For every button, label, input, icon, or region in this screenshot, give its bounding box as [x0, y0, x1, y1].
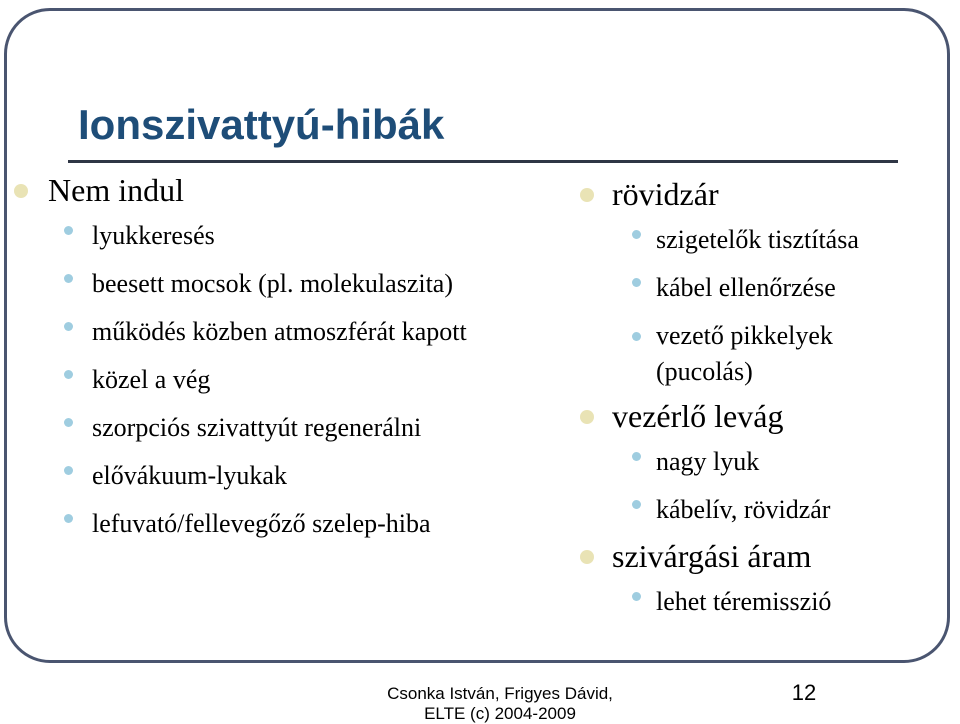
- title-underline: [68, 160, 898, 163]
- bullet-level2: [0, 452, 600, 500]
- bullet-level2: [0, 500, 600, 548]
- bullet-text: nagy lyuk: [656, 447, 760, 476]
- bullet-level2: [572, 312, 916, 394]
- footer-line: ELTE (c) 2004-2009: [424, 704, 576, 723]
- bullet-dot-icon: [64, 370, 73, 379]
- bullet-dot-icon: [632, 332, 641, 341]
- bullet-dot-icon: [64, 514, 73, 523]
- bullet-level1: [0, 168, 600, 212]
- bullet-circle-icon: [580, 410, 594, 424]
- bullet-level2: [572, 438, 952, 486]
- bullet-level2: [0, 308, 600, 356]
- bullet-dot-icon: [632, 500, 641, 509]
- page-number: 12: [791, 680, 817, 705]
- left-column: [0, 168, 600, 548]
- bullet-dot-icon: [632, 230, 641, 239]
- bullet-text: elővákuum-lyukak: [92, 461, 287, 490]
- bullet-text: szigetelők tisztítása: [656, 225, 859, 254]
- bullet-level1: [572, 394, 952, 438]
- bullet-level2: [572, 264, 952, 312]
- bullet-text: lehet téremisszió: [656, 587, 832, 616]
- bullet-text: Nem indul: [48, 172, 184, 208]
- footer-line: Csonka István, Frigyes Dávid,: [387, 684, 613, 703]
- bullet-dot-icon: [632, 592, 641, 601]
- bullet-circle-icon: [14, 184, 28, 198]
- bullet-text: vezető pikkelyek (pucolás): [656, 321, 833, 386]
- bullet-level2: [0, 260, 600, 308]
- bullet-dot-icon: [64, 226, 73, 235]
- right-column: [572, 172, 952, 626]
- footer-credit: [360, 684, 640, 724]
- bullet-text: lefuvató/fellevegőző szelep-hiba: [92, 509, 431, 538]
- bullet-text: rövidzár: [612, 176, 719, 212]
- bullet-dot-icon: [64, 466, 73, 475]
- bullet-level2: [0, 404, 600, 452]
- bullet-dot-icon: [64, 322, 73, 331]
- bullet-dot-icon: [632, 452, 641, 461]
- bullet-circle-icon: [580, 550, 594, 564]
- bullet-text: vezérlő levág: [612, 398, 784, 434]
- bullet-text: szorpciós szivattyút regenerálni: [92, 413, 422, 442]
- bullet-level2: [0, 356, 600, 404]
- bullet-text: működés közben atmoszférát kapott: [92, 317, 467, 346]
- bullet-level2: [572, 486, 952, 534]
- bullet-circle-icon: [580, 188, 594, 202]
- bullet-text: kábelív, rövidzár: [656, 495, 831, 524]
- bullet-level2: [572, 216, 952, 264]
- bullet-dot-icon: [64, 274, 73, 283]
- bullet-level2: [572, 578, 952, 626]
- bullet-text: kábel ellenőrzése: [656, 273, 836, 302]
- slide-title: Ionszivattyú-hibák: [78, 101, 445, 148]
- bullet-level1: [572, 172, 952, 216]
- bullet-level2: [0, 212, 600, 260]
- bullet-text: szivárgási áram: [612, 538, 812, 574]
- bullet-dot-icon: [632, 278, 641, 287]
- bullet-text: lyukkeresés: [92, 221, 215, 250]
- bullet-text: beesett mocsok (pl. molekulaszita): [92, 269, 454, 298]
- bullet-dot-icon: [64, 418, 73, 427]
- bullet-text: közel a vég: [92, 365, 211, 394]
- bullet-level1: [572, 534, 952, 578]
